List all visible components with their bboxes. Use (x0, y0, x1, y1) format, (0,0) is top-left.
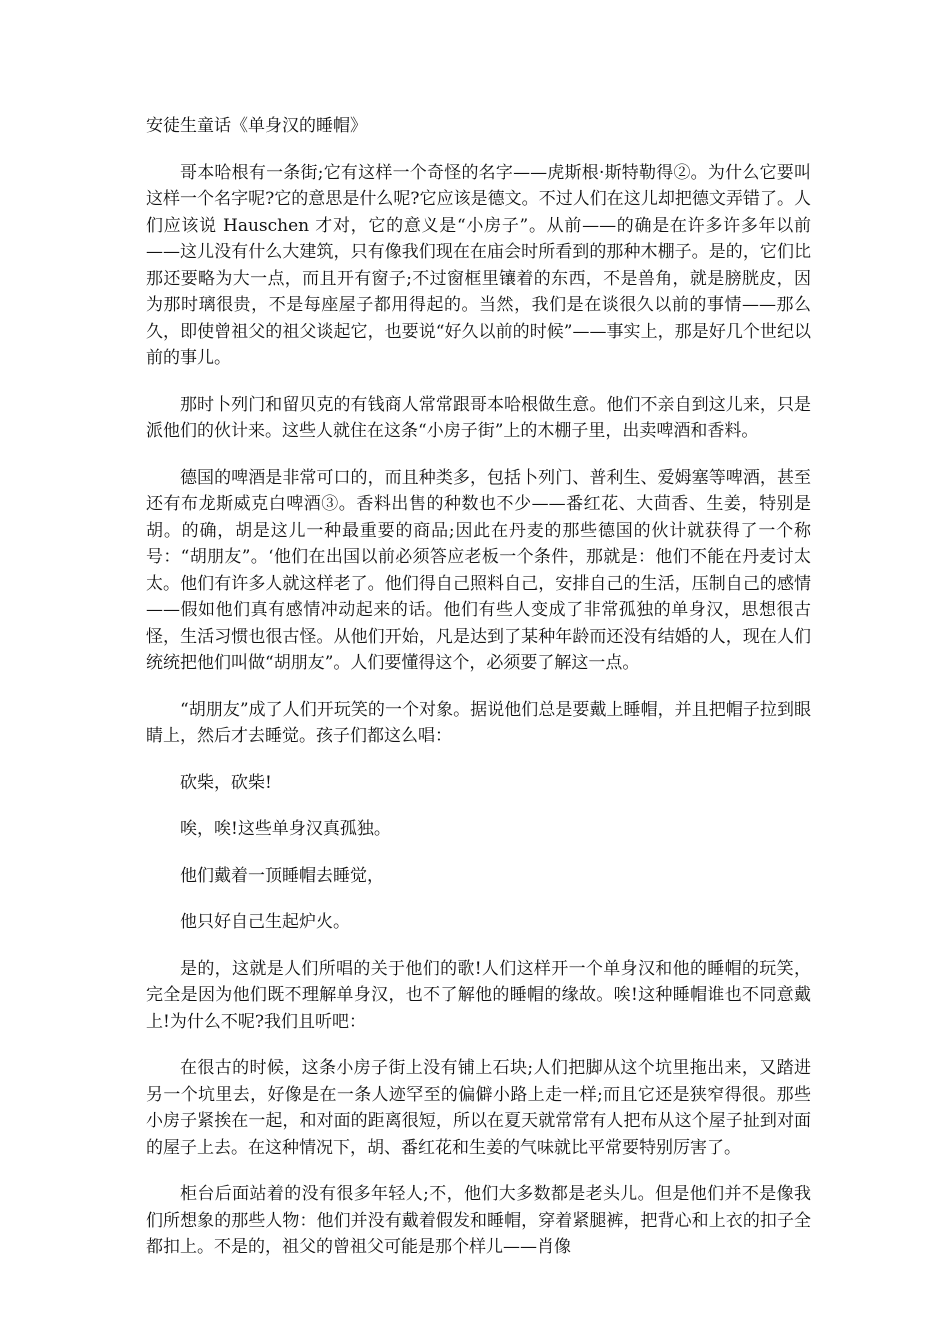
paragraph: 哥本哈根有一条街;它有这样一个奇怪的名字——虎斯根·斯特勒得②。为什么它要叫这样一个名字呢?它的意思是什么呢?它应该是德文。不过人们在这儿却把德文弄错了。人们应该说 Hauschen 才对，它的意义是“小房子”。从前——的确是在许多许多年以前——这儿没有什么大建筑，只有像我们现在在庙会时所看到的那种木棚子。是的，它们比那还要略为大一点，而且开有窗子;不过窗框里镶着的东西，不是兽角，就是膀胱皮，因为那时璃很贵，不是每座屋子都用得起的。当然，我们是在谈很久以前的事情——那么久，即使曾祖父的祖父谈起它，也要说“好久以前的时候”——事实上，那是好几个世纪以前的事儿。 (146, 162, 811, 368)
paragraph: “胡朋友”成了人们开玩笑的一个对象。据说他们总是要戴上睡帽，并且把帽子拉到眼睛上，然后才去睡觉。孩子们都这么唱： (146, 699, 811, 746)
verse-line: 他们戴着一顶睡帽去睡觉， (180, 865, 384, 886)
paragraph: 德国的啤酒是非常可口的，而且种类多，包括卜列门、普利生、爱姆塞等啤酒，甚至还有布龙斯威克白啤酒③。香料出售的种数也不少——番红花、大茴香、生姜，特别是胡。的确，胡是这儿一种最重要的商品;因此在丹麦的那些德国的伙计就获得了一个称号：“胡朋友”。‘他们在出国以前必须答应老板一个条件，那就是：他们不能在丹麦讨太太。他们有许多人就这样老了。他们得自己照料自己，安排自己的生活，压制自己的感情——假如他们真有感情冲动起来的话。他们有些人变成了非常孤独的单身汉，思想很古怪，生活习惯也很古怪。从他们开始，凡是达到了某种年龄而还没有结婚的人，现在人们统统把他们叫做“胡朋友”。人们要懂得这个，必须要了解这一点。 (146, 467, 811, 673)
verse-line: 他只好自己生起炉火。 (180, 912, 350, 932)
document-page (146, 113, 811, 1281)
verse-line: 砍柴，砍柴! (180, 772, 272, 793)
paragraph: 那时卜列门和留贝克的有钱商人常常跟哥本哈根做生意。他们不亲自到这儿来，只是派他们的伙计来。这些人就住在这条“小房子街”上的木棚子里，出卖啤酒和香料。 (146, 394, 811, 441)
verse-line: 唉，唉!这些单身汉真孤独。 (180, 819, 391, 839)
paragraph: 柜台后面站着的没有很多年轻人;不，他们大多数都是老头儿。但是他们并不是像我们所想象的那些人物：他们并没有戴着假发和睡帽，穿着紧腿裤，把背心和上衣的扣子全都扣上。不是的，祖父的曾祖父可能是那个样儿——肖像 (146, 1184, 811, 1257)
paragraph: 是的，这就是人们所唱的关于他们的歌!人们这样开一个单身汉和他的睡帽的玩笑，完全是因为他们既不理解单身汉，也不了解他的睡帽的缘故。唉!这种睡帽谁也不同意戴上!为什么不呢?我们且听吧： (146, 958, 811, 1032)
paragraph: 在很古的时候，这条小房子街上没有铺上石块;人们把脚从这个坑里拖出来，又踏进另一个坑里去，好像是在一条人迹罕至的偏僻小路上走一样;而且它还是狭窄得很。那些小房子紧挨在一起，和对面的距离很短，所以在夏天就常常有人把布从这个屋子扯到对面的屋子上去。在这种情况下，胡、番红花和生姜的气味就比平常要特别厉害了。 (146, 1058, 811, 1158)
document-title: 安徒生童话《单身汉的睡帽》 (146, 116, 367, 136)
